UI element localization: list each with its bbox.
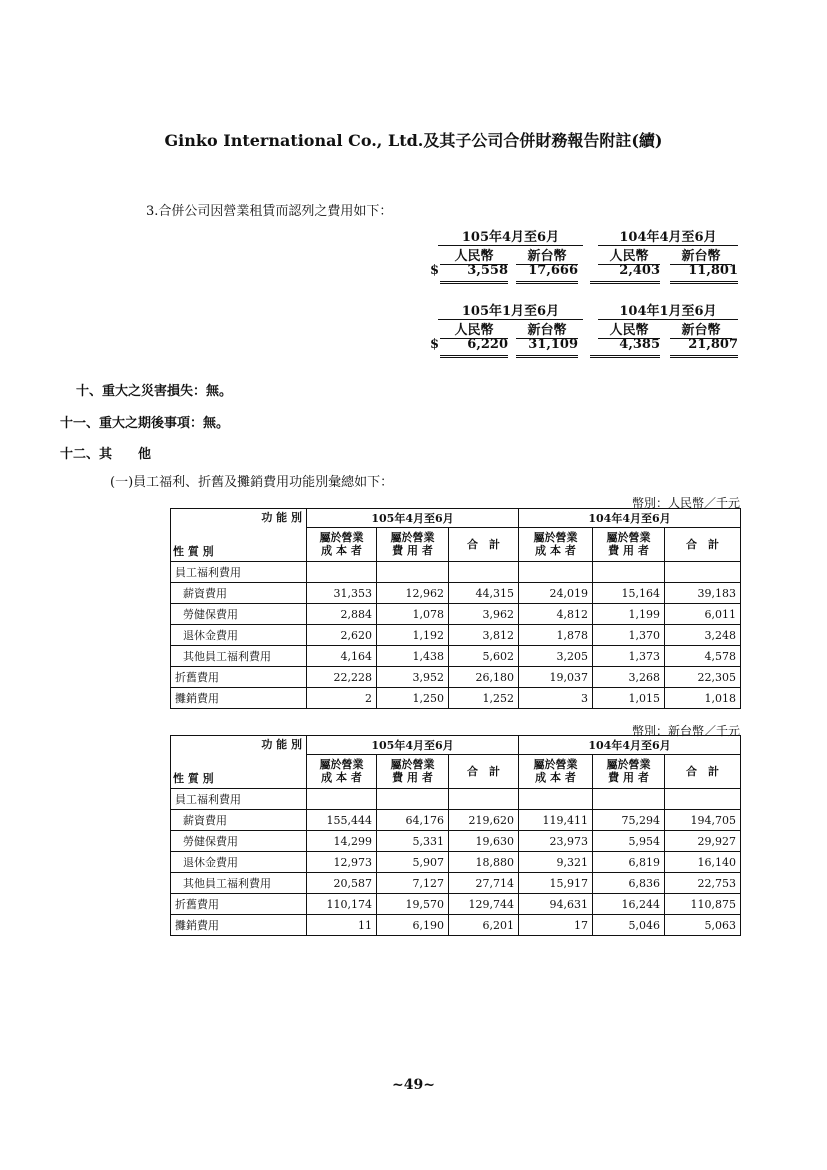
table-row	[171, 604, 741, 625]
value-cell: 3,248	[665, 625, 741, 646]
value-cell: 2,620	[307, 625, 377, 646]
value-cell: 22,753	[665, 873, 741, 894]
value-cell: 23,973	[519, 831, 593, 852]
value-cell: 1,015	[593, 688, 665, 709]
total-header: 合 計	[449, 754, 519, 788]
expense-header-l2: 費 用 者	[608, 544, 649, 558]
value-cell: 5,602	[449, 646, 519, 667]
empty-cell	[449, 789, 519, 810]
empty-cell	[307, 562, 377, 583]
expense-header-l2: 費 用 者	[608, 771, 649, 785]
lease-period-a: 105年4月至6月	[438, 226, 583, 246]
value-cell: 17	[519, 915, 593, 936]
period-b-header: 104年4月至6月	[519, 736, 741, 755]
value-cell: 6,011	[665, 604, 741, 625]
value-cell: 16,140	[665, 852, 741, 873]
function-label: 功 能 別	[261, 511, 302, 524]
row-label: 退休金費用	[171, 625, 307, 646]
row-label: 薪資費用	[171, 810, 307, 831]
value-cell: 1,250	[377, 688, 449, 709]
row-label: 退休金費用	[171, 852, 307, 873]
lease-col-rmb: 人民幣	[598, 245, 660, 265]
value-cell: 94,631	[519, 894, 593, 915]
expense-header-l1: 屬於營業	[390, 758, 435, 772]
table-row	[171, 625, 741, 646]
value-cell: 5,046	[593, 915, 665, 936]
row-label: 其他員工福利費用	[171, 646, 307, 667]
lease-col-twd: 新台幣	[516, 319, 578, 339]
value-cell: 19,570	[377, 894, 449, 915]
section-11: 十一、重大之期後事項：無。	[60, 416, 230, 431]
row-label: 折舊費用	[171, 667, 307, 688]
expense-header	[377, 754, 449, 788]
value-cell: 219,620	[449, 810, 519, 831]
total-header: 合 計	[665, 527, 741, 561]
value-cell: 26,180	[449, 667, 519, 688]
empty-cell	[665, 562, 741, 583]
value-cell: 4,578	[665, 646, 741, 667]
value-cell: 1,438	[377, 646, 449, 667]
header-corner	[171, 509, 307, 562]
empty-cell	[665, 789, 741, 810]
table-row	[171, 852, 741, 873]
value-cell: 19,037	[519, 667, 593, 688]
cost-header-l1: 屬於營業	[533, 758, 578, 772]
expense-header-l1: 屬於營業	[606, 531, 651, 545]
benefit-group-label: 員工福利費用	[171, 789, 307, 810]
empty-cell	[593, 562, 665, 583]
table-row	[171, 688, 741, 709]
header-corner	[171, 736, 307, 789]
expense-header	[593, 754, 665, 788]
table-row	[171, 810, 741, 831]
lease-block-h1	[430, 300, 740, 360]
value-cell: 194,705	[665, 810, 741, 831]
subsection-title: (一)員工福利、折舊及攤銷費用功能別彙總如下：	[110, 475, 394, 490]
table1-unit: 幣別：人民幣／千元	[631, 496, 740, 510]
section-10: 十、重大之災害損失：無。	[76, 384, 233, 399]
value-cell: 22,228	[307, 667, 377, 688]
value-cell: 7,127	[377, 873, 449, 894]
empty-cell	[307, 789, 377, 810]
section-12: 十二、其 他	[60, 447, 152, 462]
lease-col-twd: 新台幣	[670, 319, 732, 339]
currency-sign: $	[430, 263, 440, 278]
row-label: 其他員工福利費用	[171, 873, 307, 894]
lease-value: 2,403	[590, 263, 660, 284]
value-cell: 1,878	[519, 625, 593, 646]
cost-header	[519, 527, 593, 561]
value-cell: 4,812	[519, 604, 593, 625]
lease-col-twd: 新台幣	[670, 245, 732, 265]
cost-header-l2: 成 本 者	[321, 544, 362, 558]
value-cell: 1,199	[593, 604, 665, 625]
cost-header-l2: 成 本 者	[535, 544, 576, 558]
expense-table-twd	[170, 735, 741, 936]
value-cell: 64,176	[377, 810, 449, 831]
row-label: 攤銷費用	[171, 915, 307, 936]
lease-value: 3,558	[440, 263, 508, 284]
nature-label: 性 質 別	[173, 772, 214, 785]
empty-cell	[449, 562, 519, 583]
row-label: 折舊費用	[171, 894, 307, 915]
lease-block-q2	[430, 226, 740, 286]
value-cell: 110,875	[665, 894, 741, 915]
value-cell: 110,174	[307, 894, 377, 915]
table-row	[171, 894, 741, 915]
expense-header-l2: 費 用 者	[392, 771, 433, 785]
value-cell: 1,078	[377, 604, 449, 625]
lease-col-rmb: 人民幣	[440, 319, 508, 339]
lease-value: 4,385	[590, 337, 660, 358]
value-cell: 75,294	[593, 810, 665, 831]
period-b-header: 104年4月至6月	[519, 509, 741, 528]
value-cell: 39,183	[665, 583, 741, 604]
value-cell: 1,192	[377, 625, 449, 646]
lease-col-rmb: 人民幣	[440, 245, 508, 265]
value-cell: 1,373	[593, 646, 665, 667]
lease-period-b: 104年4月至6月	[598, 226, 738, 246]
empty-cell	[519, 562, 593, 583]
value-cell: 29,927	[665, 831, 741, 852]
value-cell: 15,164	[593, 583, 665, 604]
empty-cell	[593, 789, 665, 810]
value-cell: 16,244	[593, 894, 665, 915]
lease-value: 21,807	[670, 337, 738, 358]
value-cell: 5,063	[665, 915, 741, 936]
table-row	[171, 873, 741, 894]
cost-header	[307, 527, 377, 561]
cost-header-l2: 成 本 者	[321, 771, 362, 785]
lease-note-text: 3.合併公司因營業租賃而認列之費用如下：	[146, 204, 393, 219]
expense-header	[377, 527, 449, 561]
value-cell: 4,164	[307, 646, 377, 667]
value-cell: 119,411	[519, 810, 593, 831]
page-number: ~49~	[392, 1077, 435, 1093]
value-cell: 14,299	[307, 831, 377, 852]
value-cell: 3,962	[449, 604, 519, 625]
value-cell: 12,973	[307, 852, 377, 873]
row-label: 攤銷費用	[171, 688, 307, 709]
lease-period-b: 104年1月至6月	[598, 300, 738, 320]
cost-header	[307, 754, 377, 788]
row-label: 薪資費用	[171, 583, 307, 604]
benefit-group-label: 員工福利費用	[171, 562, 307, 583]
lease-value: 11,801	[670, 263, 738, 284]
cost-header-l2: 成 本 者	[535, 771, 576, 785]
table-row	[171, 646, 741, 667]
row-label: 勞健保費用	[171, 604, 307, 625]
expense-header-l2: 費 用 者	[392, 544, 433, 558]
value-cell: 5,907	[377, 852, 449, 873]
value-cell: 24,019	[519, 583, 593, 604]
lease-col-twd: 新台幣	[516, 245, 578, 265]
value-cell: 6,201	[449, 915, 519, 936]
value-cell: 1,370	[593, 625, 665, 646]
currency-sign: $	[430, 337, 440, 352]
value-cell: 12,962	[377, 583, 449, 604]
value-cell: 2	[307, 688, 377, 709]
cost-header	[519, 754, 593, 788]
value-cell: 3,205	[519, 646, 593, 667]
value-cell: 2,884	[307, 604, 377, 625]
expense-table-rmb	[170, 508, 741, 709]
value-cell: 22,305	[665, 667, 741, 688]
page-title: Ginko International Co., Ltd.及其子公司合併財務報告附註(續)	[164, 131, 663, 150]
value-cell: 20,587	[307, 873, 377, 894]
value-cell: 6,819	[593, 852, 665, 873]
value-cell: 1,252	[449, 688, 519, 709]
nature-label: 性 質 別	[173, 545, 214, 558]
value-cell: 31,353	[307, 583, 377, 604]
lease-period-a: 105年1月至6月	[438, 300, 583, 320]
total-header: 合 計	[665, 754, 741, 788]
table-row	[171, 667, 741, 688]
cost-header-l1: 屬於營業	[533, 531, 578, 545]
value-cell: 44,315	[449, 583, 519, 604]
value-cell: 9,321	[519, 852, 593, 873]
expense-header	[593, 527, 665, 561]
row-label: 勞健保費用	[171, 831, 307, 852]
value-cell: 5,954	[593, 831, 665, 852]
value-cell: 3,812	[449, 625, 519, 646]
period-a-header: 105年4月至6月	[307, 736, 519, 755]
value-cell: 3,268	[593, 667, 665, 688]
value-cell: 19,630	[449, 831, 519, 852]
empty-cell	[377, 562, 449, 583]
table2-unit: 幣別：新台幣／千元	[631, 724, 740, 738]
table-row	[171, 583, 741, 604]
value-cell: 27,714	[449, 873, 519, 894]
value-cell: 6,190	[377, 915, 449, 936]
total-header: 合 計	[449, 527, 519, 561]
function-label: 功 能 別	[261, 738, 302, 751]
value-cell: 6,836	[593, 873, 665, 894]
lease-value: 31,109	[516, 337, 578, 358]
empty-cell	[377, 789, 449, 810]
value-cell: 15,917	[519, 873, 593, 894]
table-row	[171, 915, 741, 936]
expense-header-l1: 屬於營業	[390, 531, 435, 545]
value-cell: 155,444	[307, 810, 377, 831]
value-cell: 129,744	[449, 894, 519, 915]
period-a-header: 105年4月至6月	[307, 509, 519, 528]
value-cell: 1,018	[665, 688, 741, 709]
cost-header-l1: 屬於營業	[319, 758, 364, 772]
value-cell: 5,331	[377, 831, 449, 852]
table-row	[171, 831, 741, 852]
lease-value: 17,666	[516, 263, 578, 284]
empty-cell	[519, 789, 593, 810]
value-cell: 3,952	[377, 667, 449, 688]
value-cell: 18,880	[449, 852, 519, 873]
lease-value: 6,220	[440, 337, 508, 358]
cost-header-l1: 屬於營業	[319, 531, 364, 545]
lease-col-rmb: 人民幣	[598, 319, 660, 339]
value-cell: 11	[307, 915, 377, 936]
expense-header-l1: 屬於營業	[606, 758, 651, 772]
value-cell: 3	[519, 688, 593, 709]
